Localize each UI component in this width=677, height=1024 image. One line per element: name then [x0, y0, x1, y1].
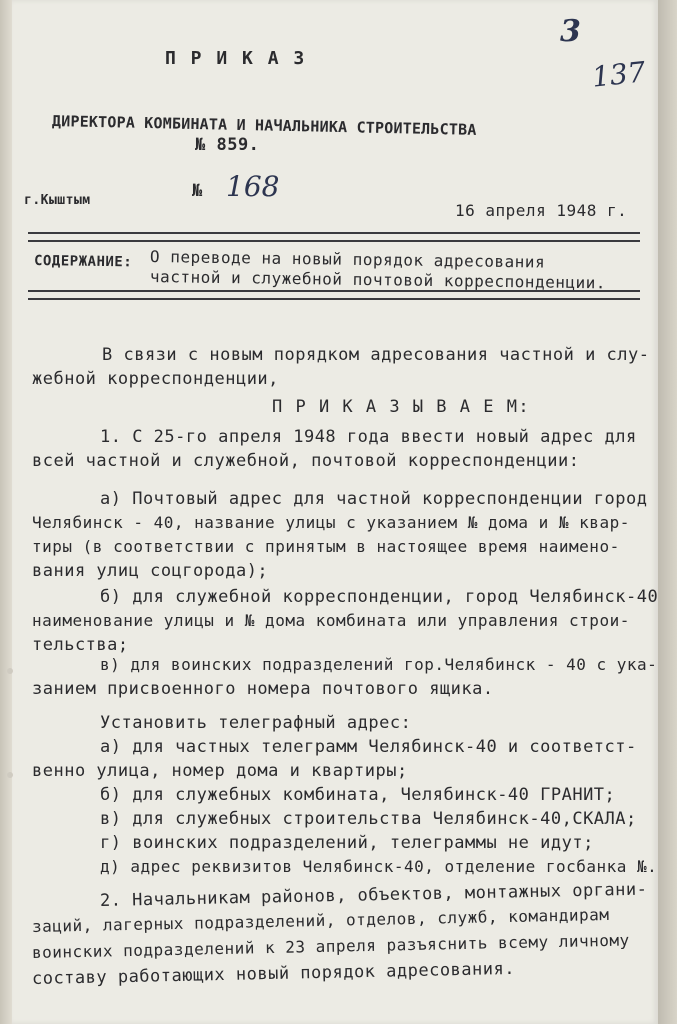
- telegraph-c: в) для служебных строительства Челябинск-40,СКАЛА;: [100, 809, 637, 829]
- telegraph-a-line-2: венно улица, номер дома и квартиры;: [32, 761, 408, 781]
- telegraph-b: б) для служебных комбината, Челябинск-40 ГРАНИТ;: [100, 785, 616, 805]
- order-date: 16 апреля 1948 г.: [455, 201, 628, 220]
- document-title: П Р И К А З: [165, 48, 307, 69]
- para-2-line-2: заций, лагерных подразделений, отделов, служб, командирам: [31, 904, 610, 936]
- order-word: П Р И К А З Ы В А Е М:: [272, 397, 531, 417]
- subject-label: СОДЕРЖАНИЕ:: [33, 253, 133, 271]
- divider-bottom: [28, 290, 640, 300]
- item-c-line-2: занием присвоенного номера почтового ящика.: [32, 679, 494, 699]
- place: г.Кыштым: [24, 193, 91, 208]
- para-2-line-1: 2. Начальникам районов, объектов, монтажных органи-: [99, 879, 648, 911]
- intro-line-1: В связи с новым порядком адресования частной и слу-: [102, 345, 650, 365]
- telegraph-a-line-1: а) для частных телеграмм Челябинск-40 и соответст-: [100, 737, 637, 757]
- item-a-line-3: тиры (в соответствии с принятым в настоящее время наимено-: [32, 537, 620, 556]
- para-2-line-3: воинских подразделений к 23 апреля разъяснить всему личному: [31, 930, 630, 962]
- next-page-edge: [658, 0, 677, 1024]
- punch-hole: [7, 668, 13, 674]
- order-number-label: №: [192, 181, 203, 201]
- subject-line-2: частной и служебной почтовой корреспонденции.: [149, 267, 607, 293]
- para-2-line-4: составу работающих новый порядок адресования.: [31, 958, 516, 989]
- archive-number: 3: [560, 14, 581, 49]
- page-number: 137: [590, 55, 648, 94]
- subject-line-1: О переводе на новый порядок адресования: [149, 247, 546, 272]
- para-1-line-1: 1. С 25-го апреля 1948 года ввести новый адрес для: [100, 427, 637, 447]
- order-number-handwritten: 168: [226, 170, 280, 203]
- divider-top: [28, 232, 640, 242]
- item-b-line-2: наименование улицы и № дома комбината или управления строи-: [32, 611, 630, 630]
- punch-hole: [7, 772, 13, 778]
- intro-line-2: жебной корреспонденции,: [32, 369, 279, 389]
- item-b-line-3: тельства;: [32, 635, 129, 655]
- issuer-line: ДИРЕКТОРА КОМБИНАТА И НАЧАЛЬНИКА СТРОИТЕЛЬСТВА: [51, 112, 477, 139]
- item-b-line-1: б) для служебной корреспонденции, город Челябинск-40: [100, 587, 659, 607]
- item-c-line-1: в) для воинских подразделений гор.Челябинск - 40 с ука-: [100, 655, 658, 674]
- item-a-line-4: вания улиц соцгорода);: [32, 561, 269, 581]
- item-a-line-1: а) Почтовый адрес для частной корреспонденции город: [100, 489, 648, 509]
- para-1-line-2: всей частной и служебной, почтовой корреспонденции:: [32, 451, 580, 471]
- telegraph-d: г) воинских подразделений, телеграммы не идут;: [100, 833, 594, 853]
- issuer-number: № 859.: [195, 135, 260, 155]
- telegraph-e: д) адрес реквизитов Челябинск-40, отделение госбанка №.: [100, 857, 658, 876]
- item-a-line-2: Челябинск - 40, название улицы с указанием № дома и № квар-: [32, 513, 630, 532]
- telegraph-heading: Установить телеграфный адрес:: [100, 713, 412, 733]
